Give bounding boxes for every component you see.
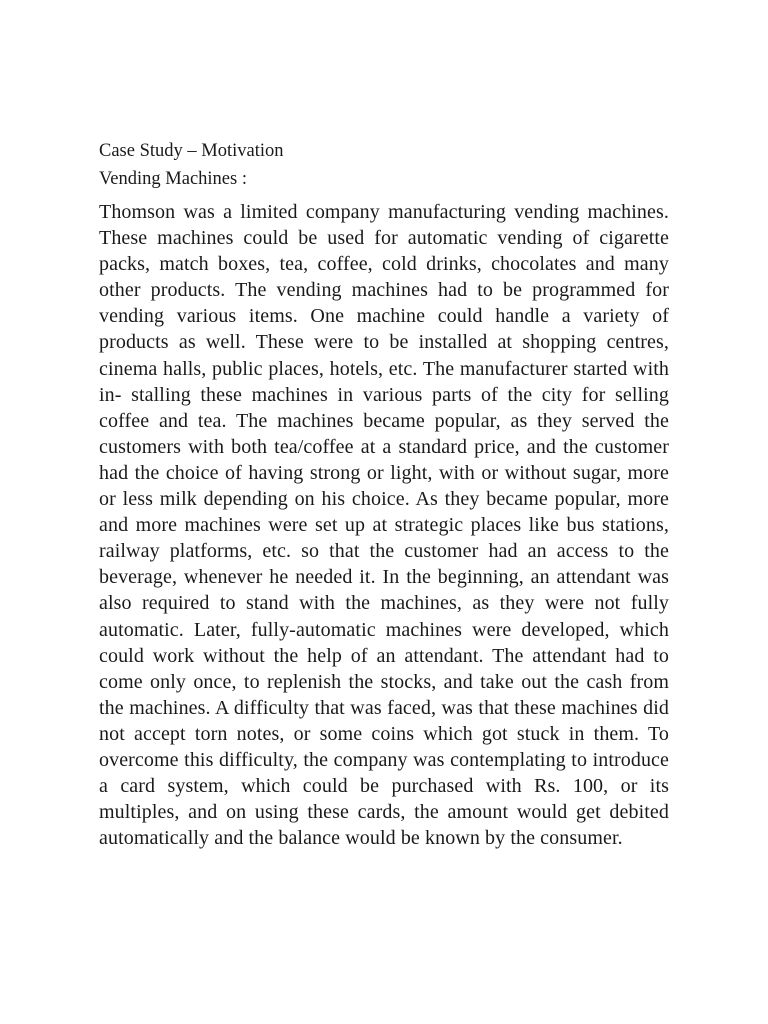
document-subtitle: Vending Machines : <box>99 169 247 189</box>
document-title: Case Study – Motivation <box>99 141 284 161</box>
document-content <box>99 137 669 851</box>
document-body-paragraph: Thomson was a limited company manufacturing vending machines. These machines could be used for automatic vending of cigarette packs, match boxes, tea, coffee, cold drinks, chocolates and many other products. The vending machines had to be programmed for vending various items. One machine could handle a variety of products as well. These were to be installed at shopping centres, cinema halls, public places, hotels, etc. The manufacturer started with in- stalling these machines in various parts of the city for selling coffee and tea. The machines became popular, as they served the customers with both tea/coffee at a standard price, and the customer had the choice of having strong or light, with or without sugar, more or less milk depending on his choice. As they became popular, more and more machines were set up at strategic places like bus stations, railway platforms, etc. so that the customer had an access to the beverage, whenever he needed it. In the beginning, an attendant was also required to stand with the machines, as they were not fully automatic. Later, fully-automatic machines were developed, which could work without the help of an attendant. The attendant had to come only once, to replenish the stocks, and take out the cash from the machines. A difficulty that was faced, was that these machines did not accept torn notes, or some coins which got stuck in them. To overcome this difficulty, the company was contemplating to introduce a card system, which could be purchased with Rs. 100, or its multiples, and on using these cards, the amount would get debited automatically and the balance would be known by the consumer. <box>99 201 669 850</box>
